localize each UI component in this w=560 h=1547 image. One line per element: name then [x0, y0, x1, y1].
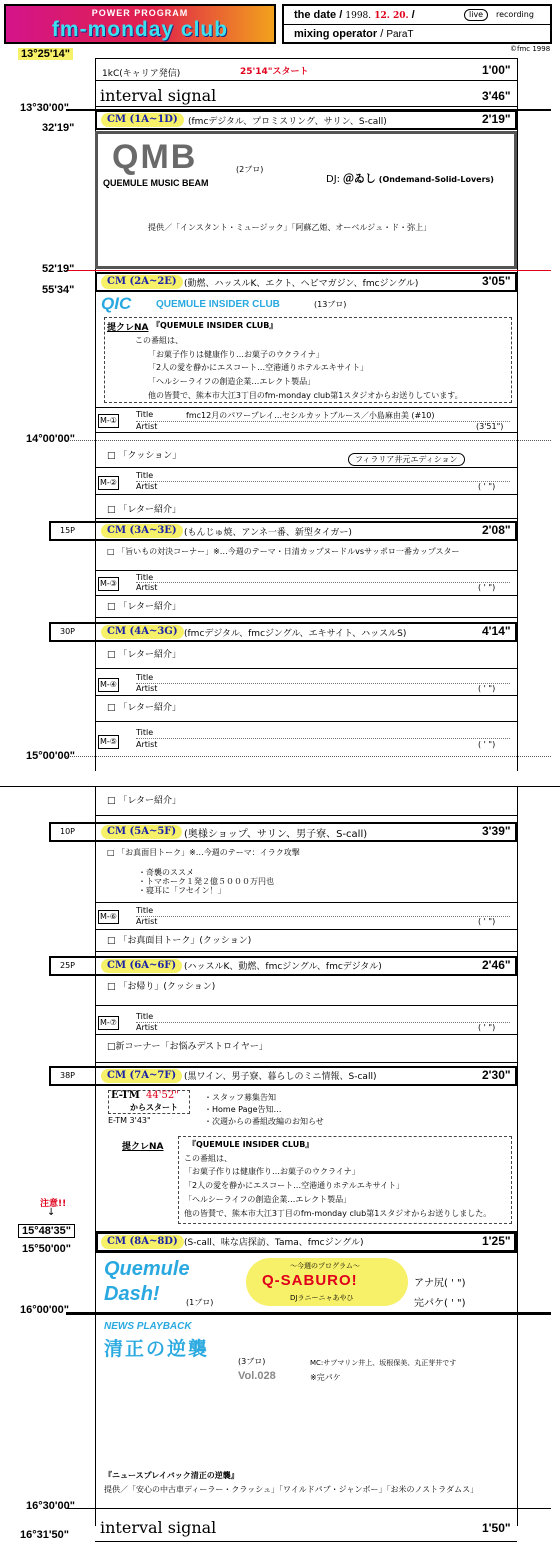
qmb-parts: (2ブロ): [236, 165, 264, 174]
qic-line-2: 「お菓子作りは健康作り…お菓子のウクライナ」: [148, 350, 324, 359]
cm-6-dur: 2'46": [482, 958, 511, 972]
news-vol: Vol.028: [238, 1370, 276, 1382]
letter-row-5: □ 「レター紹介」: [107, 796, 182, 806]
caution-label: 注意!!: [40, 1199, 67, 1209]
qic-logo: QIC: [101, 294, 132, 313]
cm-7-desc: (黒ワイン、男子寮、暮らしのミニ情報、S-call): [184, 1072, 377, 1082]
m-4-time: ( ' "): [478, 684, 496, 693]
cushion-row: □ 「クッション」: [107, 451, 182, 461]
qic-title: QUEMULE INSIDER CLUB: [156, 299, 280, 310]
shinmen-cushion-row: □ 「お真面目トーク」(クッション): [107, 936, 252, 946]
program-type: POWER PROGRAM: [91, 8, 189, 18]
recording-label: recording: [496, 10, 534, 19]
cm-2-desc: (動燃、ハッスルK、エクト、ヘビマガジン、fmcジングル): [184, 279, 419, 289]
qsaburo-dj: DJラニーニャあやひ: [290, 1294, 354, 1302]
taiketsu-row: □ 「旨いもの対決コーナー」※…今週のテーマ・日清カップヌードルvsサッポロ一番カップスター: [107, 547, 460, 556]
m-1-title: fmc12月のパワープレイ…セシルカットブルース／小島麻由美 (#10): [186, 411, 435, 420]
philippe-badge: フィラリア井元エディション: [348, 453, 465, 466]
m-7-title-label: Title: [136, 1012, 154, 1021]
live-badge: live: [464, 9, 488, 21]
qic-line-3: 「2人の愛を静かにエスコート…空港通りホテルエキサイト」: [148, 363, 369, 372]
p38-label: 38P: [60, 1071, 76, 1080]
time-154835: 15°48'35": [18, 1224, 75, 1238]
credit2-line-0: 『QUEMULE INSIDER CLUB』: [188, 1140, 314, 1149]
interval-signal: interval signal: [100, 86, 217, 105]
credit2-line-4: 「ヘルシーライフの創造企業…エレクト製品」: [184, 1195, 352, 1204]
m-4-artist-label: Artist: [136, 684, 158, 693]
credit-label-2: 提クレNA: [122, 1142, 164, 1152]
m-3-time: ( ' "): [478, 583, 496, 592]
time-1600: 16°00'00": [20, 1304, 69, 1316]
m-7-time: ( ' "): [478, 1023, 496, 1032]
qdash-line1: Quemule: [104, 1258, 190, 1280]
m-3-title-label: Title: [136, 573, 154, 582]
cm-1-dur: 2'19": [482, 112, 511, 126]
m-3-label: M-③: [98, 577, 119, 591]
m-5-label: M-⑤: [98, 735, 119, 749]
cm-4-desc: (fmcデジタル、fmcジングル、エキサイト、ハッスルS): [184, 629, 407, 639]
letter-row-1: □ 「レター紹介」: [107, 505, 182, 515]
m-4-title-label: Title: [136, 673, 154, 682]
m-3-artist-label: Artist: [136, 583, 158, 592]
dj-name: (Ondemand-Solid-Lovers): [378, 175, 494, 184]
etm-start: からスタート: [130, 1103, 178, 1112]
date-label: the date: [294, 9, 337, 21]
m-4-label: M-④: [98, 678, 119, 692]
m-6-artist-label: Artist: [136, 917, 158, 926]
dj-logo: ＠ゐし: [342, 172, 376, 185]
qmb-logo: QMB: [112, 138, 198, 176]
time-1500: 15°00'00": [26, 750, 75, 762]
m-2-label: M-②: [98, 476, 119, 490]
etm-total: E-TM 3'43": [108, 1116, 151, 1125]
interval-signal-end: interval signal: [100, 1518, 217, 1537]
mixing-value: ParaT: [386, 29, 414, 40]
qsaburo-title: Q-SABURO!: [262, 1272, 358, 1289]
news-title: 清正の逆襲: [104, 1338, 210, 1360]
time-1400: 14°00'00": [26, 433, 75, 445]
dur-1kc: 1'00": [482, 63, 511, 77]
m-1-title-label: Title: [136, 410, 154, 419]
time-3219: 32'19": [42, 122, 75, 134]
mixing-label: mixing operator: [294, 28, 378, 40]
time-1630: 16°30'00": [26, 1500, 75, 1512]
m-2-artist-label: Artist: [136, 482, 158, 491]
dur-interval-end: 1'50": [482, 1521, 511, 1535]
cm-8-desc: (S-call、味な店探訪、Tama、fmcジングル): [184, 1238, 364, 1248]
credit2-line-2: 「お菓子作りは健康作り…お菓子のウクライナ」: [184, 1167, 360, 1176]
cm-7-label: CM (7A~7F): [101, 1069, 182, 1083]
etm-note-1: ・Home Page告知…: [204, 1105, 282, 1114]
letter-row-4: □ 「レター紹介」: [107, 703, 182, 713]
ana-label: アナ尻( ' "): [414, 1278, 466, 1289]
m-1-label: M-①: [98, 414, 119, 428]
time-1330: 13°30'00": [20, 102, 69, 114]
program-logo: [4, 4, 276, 44]
etm-time: 44'52": [146, 1090, 179, 1101]
dur-interval: 3'46": [482, 89, 511, 103]
shinmen-row: □ 「お真面目トーク」※…今週のテーマ：イラク攻撃: [107, 848, 300, 857]
caution-arrow: ↓: [47, 1207, 56, 1218]
qsaburo-top: 〜今週のプログラム〜: [290, 1262, 360, 1270]
time-163150: 16°31'50": [20, 1529, 69, 1541]
cm-2-label: CM (2A~2E): [101, 275, 183, 289]
cm-3-label: CM (3A~3E): [101, 524, 183, 538]
qic-line-4: 「ヘルシーライフの創造企業…エレクト製品」: [148, 377, 316, 386]
cm-5-desc: (奥様ショップ、サリン、男子寮、S-call): [184, 829, 368, 840]
start-time: 13°25'14": [18, 48, 73, 60]
bullet-1: ・トマホーク１発２億５０００万円也: [138, 877, 274, 886]
p30-label: 30P: [60, 627, 76, 636]
time-5534: 55'34": [42, 284, 75, 296]
bullet-0: ・奇襲のススメ: [138, 868, 194, 877]
cm-4-dur: 4'14": [482, 624, 511, 638]
news-mc: MC:サブマリン井上、坂根保美、丸正芽井です: [310, 1359, 457, 1367]
letter-row-3: □ 「レター紹介」: [107, 650, 182, 660]
date-month: 12.: [374, 11, 390, 21]
qmb-sponsor: 提供／「インスタント・ミュージック」「阿蘇乙姫、オーベルジュ・ド・弥上」: [148, 223, 432, 232]
program-logo-text: fm-monday club: [51, 18, 229, 41]
m-5-title-label: Title: [136, 728, 154, 737]
m-1-time: (3'51"): [476, 422, 504, 431]
date-year: 1998.: [345, 11, 372, 21]
cm-5-label: CM (5A~5F): [101, 825, 182, 839]
date-box: the date / 1998. 12. 20. / live recording mixing operator / ParaT: [282, 4, 552, 44]
kan-label: 完パケ( ' "): [414, 1298, 466, 1309]
new-corner-row: □新コーナー「お悩みデストロイヤー」: [107, 1042, 268, 1052]
cm-8-dur: 1'25": [482, 1234, 511, 1248]
qic-line-1: この番組は、: [135, 336, 183, 345]
m-6-label: M-⑥: [98, 910, 119, 924]
cm-3-desc: (もんじゅ焼、アンネ一番、新型タイガー): [184, 528, 352, 538]
copyright: ©fmc 1998: [510, 45, 551, 53]
m-6-time: ( ' "): [478, 917, 496, 926]
qic-line-5: 他の皆賛で、熊本市大江3丁目のfm-monday club第1スタジオからお送りしています。: [148, 391, 463, 400]
news-note: 『ニュースプレイバック清正の逆襲』: [104, 1471, 239, 1480]
qmb-subtitle: QUEMULE MUSIC BEAM: [103, 178, 209, 188]
m-5-artist-label: Artist: [136, 740, 158, 749]
cm-7-dur: 2'30": [482, 1068, 511, 1082]
cm-5-dur: 3'39": [482, 824, 511, 838]
cm-6-desc: (ハッスルK、動燃、fmcジングル、fmcデジタル): [184, 962, 382, 972]
etm-label: E-TM: [111, 1090, 140, 1101]
okaeri-row: □ 「お帰り」(クッション): [107, 982, 216, 992]
etm-note-0: ・スタッフ募集告知: [204, 1093, 276, 1102]
m-1-artist-label: Artist: [136, 422, 158, 431]
qic-line-0: 『QUEMULE INSIDER CLUB』: [152, 321, 278, 330]
cm-1-label: CM (1A~1D): [101, 113, 184, 127]
qic-parts: (13ブロ): [314, 300, 347, 309]
bullet-2: ・寝耳に「フセイン！」: [138, 886, 226, 895]
qdash-parts: (1ブロ): [186, 1298, 214, 1307]
start-note: 25'14"スタート: [240, 67, 309, 77]
m-2-time: ( ' "): [478, 482, 496, 491]
cm-8-label: CM (8A~8D): [101, 1235, 184, 1249]
p10-label: 10P: [60, 827, 76, 836]
m-2-title-label: Title: [136, 471, 154, 480]
etm-note-2: ・次週からの番組改編のお知らせ: [204, 1117, 324, 1126]
cm-3-dur: 2'08": [482, 523, 511, 537]
credit2-line-3: 「2人の愛を静かにエスコート…空港通りホテルエキサイト」: [184, 1181, 405, 1190]
news-kanpake: ※完パケ: [310, 1373, 341, 1382]
m-7-label: M-⑦: [98, 1016, 119, 1030]
time-155000: 15°50'00": [22, 1243, 71, 1255]
cm-4-label: CM (4A~3G): [101, 625, 184, 639]
news-sponsor: 提供／「安心の中古車ディーラー・クラッシュ」「ワイルドパブ・ジャンボー」「お米のノストラダムス」: [104, 1485, 479, 1494]
qic-credit-label: 提クレNA: [107, 323, 149, 333]
qdash-line2: Dash!: [104, 1283, 160, 1305]
credit2-line-1: この番組は、: [184, 1154, 232, 1163]
cm-2-dur: 3'05": [482, 274, 511, 288]
p25-label: 25P: [60, 961, 76, 970]
cm-6-label: CM (6A~6F): [101, 959, 182, 973]
date-day: 20.: [392, 11, 409, 21]
letter-row-2: □ 「レター紹介」: [107, 602, 182, 612]
m-6-title-label: Title: [136, 906, 154, 915]
news-label: NEWS PLAYBACK: [104, 1321, 192, 1332]
row-1kc: 1kC(キャリア発信): [102, 69, 181, 79]
dj-prefix: DJ:: [326, 174, 341, 185]
cm-1-desc: (fmcデジタル、プロミスリング、サリン、S-call): [188, 117, 387, 127]
m-7-artist-label: Artist: [136, 1023, 158, 1032]
time-5219: 52'19": [42, 263, 75, 275]
p15-label: 15P: [60, 526, 76, 535]
credit2-line-5: 他の皆賛で、熊本市大江3丁目のfm-monday club第1スタジオからお送りしました。: [184, 1209, 492, 1218]
m-5-time: ( ' "): [478, 740, 496, 749]
news-parts: (3ブロ): [238, 1357, 266, 1366]
